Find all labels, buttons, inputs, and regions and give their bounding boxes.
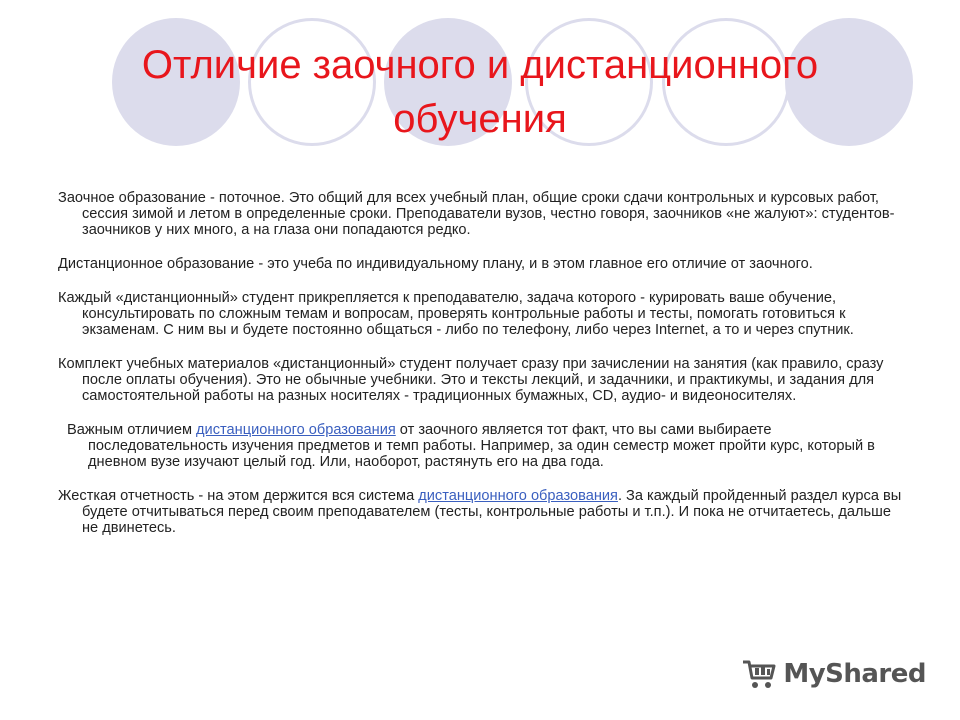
paragraph-3: Каждый «дистанционный» студент прикрепляется к преподавателю, задача которого - курировать ваше обучение, консультировать по сложным темам и вопросам, проверять контрольные работы и тесты, помогать готовиться к экзаменам. С ним вы и будете постоянно общаться - либо по телефону, либо через Internet, а то и через спутник.: [58, 290, 854, 338]
slide-body: [58, 190, 908, 554]
myshared-logo: [741, 658, 926, 690]
title-line-2: обучения: [393, 97, 567, 141]
distance-education-link-1[interactable]: дистанционного образования: [196, 422, 396, 438]
paragraph-1: Заочное образование - поточное. Это общий для всех учебный план, общие сроки сдачи контрольных и курсовых работ, сессия зимой и летом в определенные сроки. Преподаватели вузов, честно говоря, заочников «не жалуют»: студентов-заочников у них много, а на глаза они попадаются редко.: [58, 190, 895, 238]
paragraph-5: [64, 422, 908, 470]
logo-text: MyShared: [783, 659, 926, 689]
cart-logo-icon: [741, 658, 777, 690]
paragraph-5-text-before: Важным отличием: [67, 422, 197, 438]
paragraph-6-text-after: . За каждый пройденный раздел курса вы будете отчитываться перед своим преподавателем (тесты, контрольные работы и т.п.). И пока не отчитаетесь, дальше не двинетесь.: [82, 488, 902, 536]
distance-education-link-2[interactable]: дистанционного образования: [418, 488, 618, 504]
paragraph-5-text-after: от заочного является тот факт, что вы сами выбираете последовательность изучения предметов и темп работы. Например, за один семестр может пройти курс, который в дневном вузе изучают целый год. Или, наоборот, растянуть его на два года.: [88, 422, 875, 470]
paragraph-4: Комплект учебных материалов «дистанционный» студент получает сразу при зачислении на занятия (как правило, сразу после оплаты обучения). Это не обычные учебники. Это и тексты лекций, и задачники, и практикумы, и задания для самостоятельной работы на разных носителях - традиционных бумажных, CD, аудио- и видеоносителях.: [58, 356, 884, 404]
paragraph-2: Дистанционное образование - это учеба по индивидуальному плану, и в этом главное его отличие от заочного.: [58, 256, 813, 272]
title-line-1: Отличие заочного и дистанционного: [141, 43, 819, 87]
paragraph-6: [58, 488, 908, 536]
slide-title: [60, 38, 900, 146]
paragraph-6-text-before: Жесткая отчетность - на этом держится вся система: [58, 488, 419, 504]
